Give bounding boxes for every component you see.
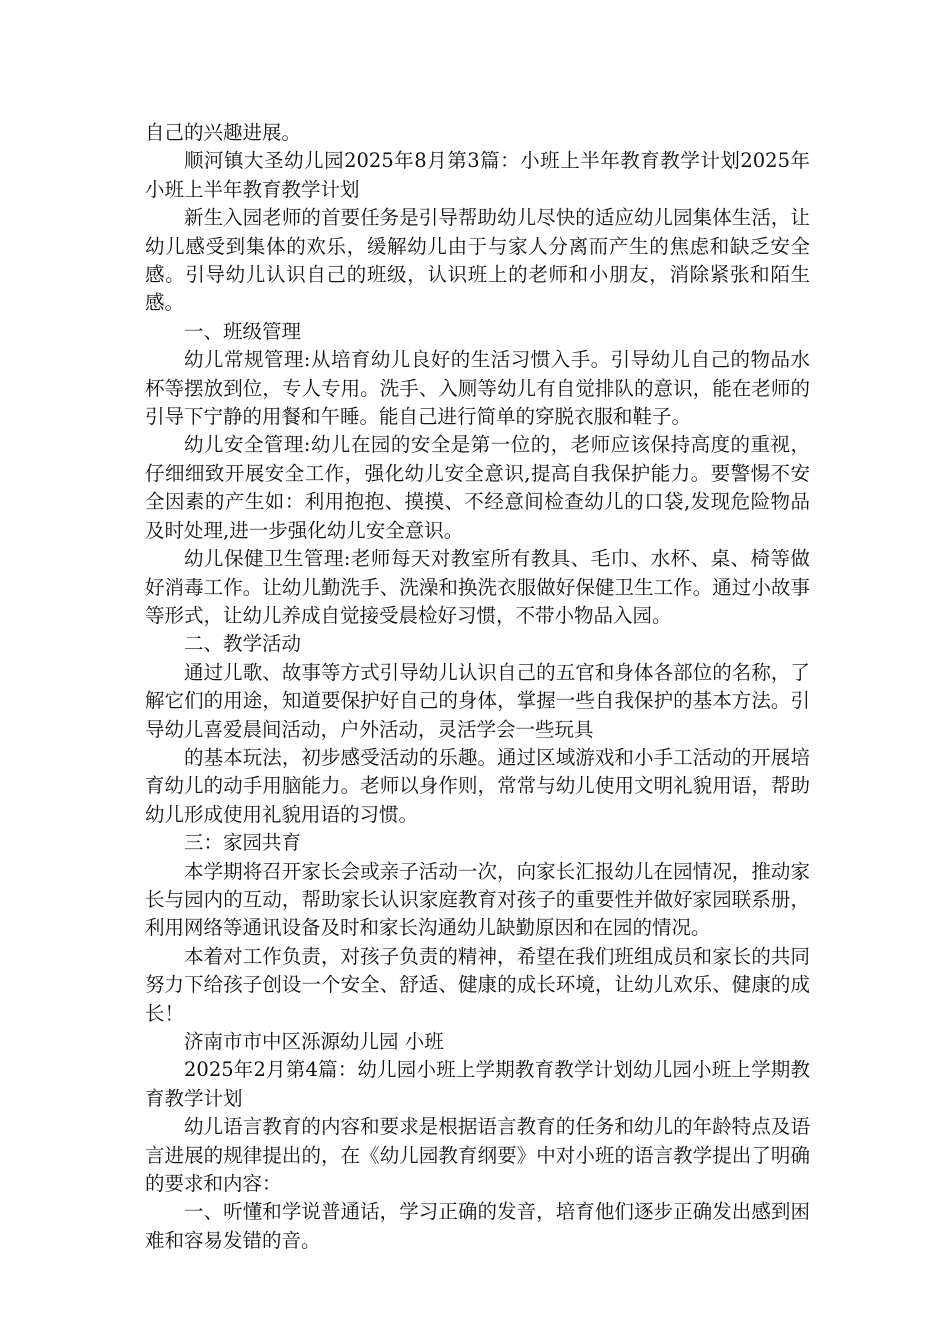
paragraph-language-item-1: 一、听懂和学说普通话，学习正确的发音，培育他们逐步正确发出感到困难和容易发错的音。 bbox=[145, 1200, 810, 1252]
paragraph-closing: 本着对工作负责，对孩子负责的精神，希望在我们班组成员和家长的共同努力下给孩子创设一个安全、舒适、健康的成长环境，让幼儿欢乐、健康的成长！ bbox=[145, 944, 810, 1025]
paragraph-1: 自己的兴趣进展。 bbox=[145, 121, 302, 144]
paragraph-language-education: 幼儿语言教育的内容和要求是根据语言教育的任务和幼儿的年龄特点及语言进展的规律提出的，在《幼儿园教育纲要》中对小班的语言教学提出了明确的要求和内容： bbox=[145, 1115, 810, 1196]
section-heading-class-management: 一、班级管理 bbox=[184, 319, 302, 343]
section-heading-home-school: 三：家园共育 bbox=[184, 831, 302, 855]
paragraph-home-school: 本学期将召开家长会或亲子活动一次，向家长汇报幼儿在园情况，推动家长与园内的互动，帮助家长认识家庭教育对孩子的重要性并做好家园联系册，利用网络等通讯设备及时和家长沟通幼儿缺勤原因和在园的情况。 bbox=[145, 859, 810, 940]
paragraph-teaching-1: 通过儿歌、故事等方式引导幼儿认识自己的五官和身体各部位的名称，了解它们的用途，知道要保护好自己的身体，掌握一些自我保护的基本方法。引导幼儿喜爱晨间活动，户外活动，灵活学会一些玩具 bbox=[145, 660, 810, 741]
paragraph-health-management: 幼儿保健卫生管理:老师每天对教室所有教具、毛巾、水杯、桌、椅等做好消毒工作。让幼儿勤洗手、洗澡和换洗衣服做好保健卫生工作。通过小故事等形式，让幼儿养成自觉接受晨检好习惯，不带小物品入园。 bbox=[145, 547, 810, 627]
paragraph-safety-management: 幼儿安全管理:幼儿在园的安全是第一位的，老师应该保持高度的重视，仔细细致开展安全工作，强化幼儿安全意识,提高自我保护能力。要警惕不安全因素的产生如：利用抱抱、摸摸、不经意间检查幼儿的口袋,发现危险物品及时处理,进一步强化幼儿安全意识。 bbox=[145, 433, 810, 542]
paragraph-4-title: 2025年2月第4篇：幼儿园小班上学期教育教学计划幼儿园小班上学期教育教学计划 bbox=[145, 1058, 810, 1110]
paragraph-2-title: 顺河镇大圣幼儿园2025年8月第3篇：小班上半年教育教学计划2025年小班上半年教育教学计划 bbox=[145, 149, 810, 201]
paragraph-teaching-2: 的基本玩法，初步感受活动的乐趣。通过区域游戏和小手工活动的开展培育幼儿的动手用脑能力。老师以身作则，常常与幼儿使用文明礼貌用语，帮助幼儿形成使用礼貌用语的习惯。 bbox=[145, 745, 810, 826]
document-page bbox=[145, 119, 810, 1255]
signature-line: 济南市市中区泺源幼儿园 小班 bbox=[184, 1030, 444, 1053]
paragraph-3: 新生入园老师的首要任务是引导帮助幼儿尽快的适应幼儿园集体生活，让幼儿感受到集体的欢乐，缓解幼儿由于与家人分离而产生的焦虑和缺乏安全感。引导幼儿认识自己的班级，认识班上的老师和小朋友，消除紧张和陌生感。 bbox=[145, 206, 810, 315]
section-heading-teaching-activities: 二、教学活动 bbox=[184, 632, 302, 656]
paragraph-routine-management: 幼儿常规管理:从培育幼儿良好的生活习惯入手。引导幼儿自己的物品水杯等摆放到位，专人专用。洗手、入厕等幼儿有自觉排队的意识，能在老师的引导下宁静的用餐和午睡。能自己进行简单的穿脱衣服和鞋子。 bbox=[145, 348, 810, 429]
